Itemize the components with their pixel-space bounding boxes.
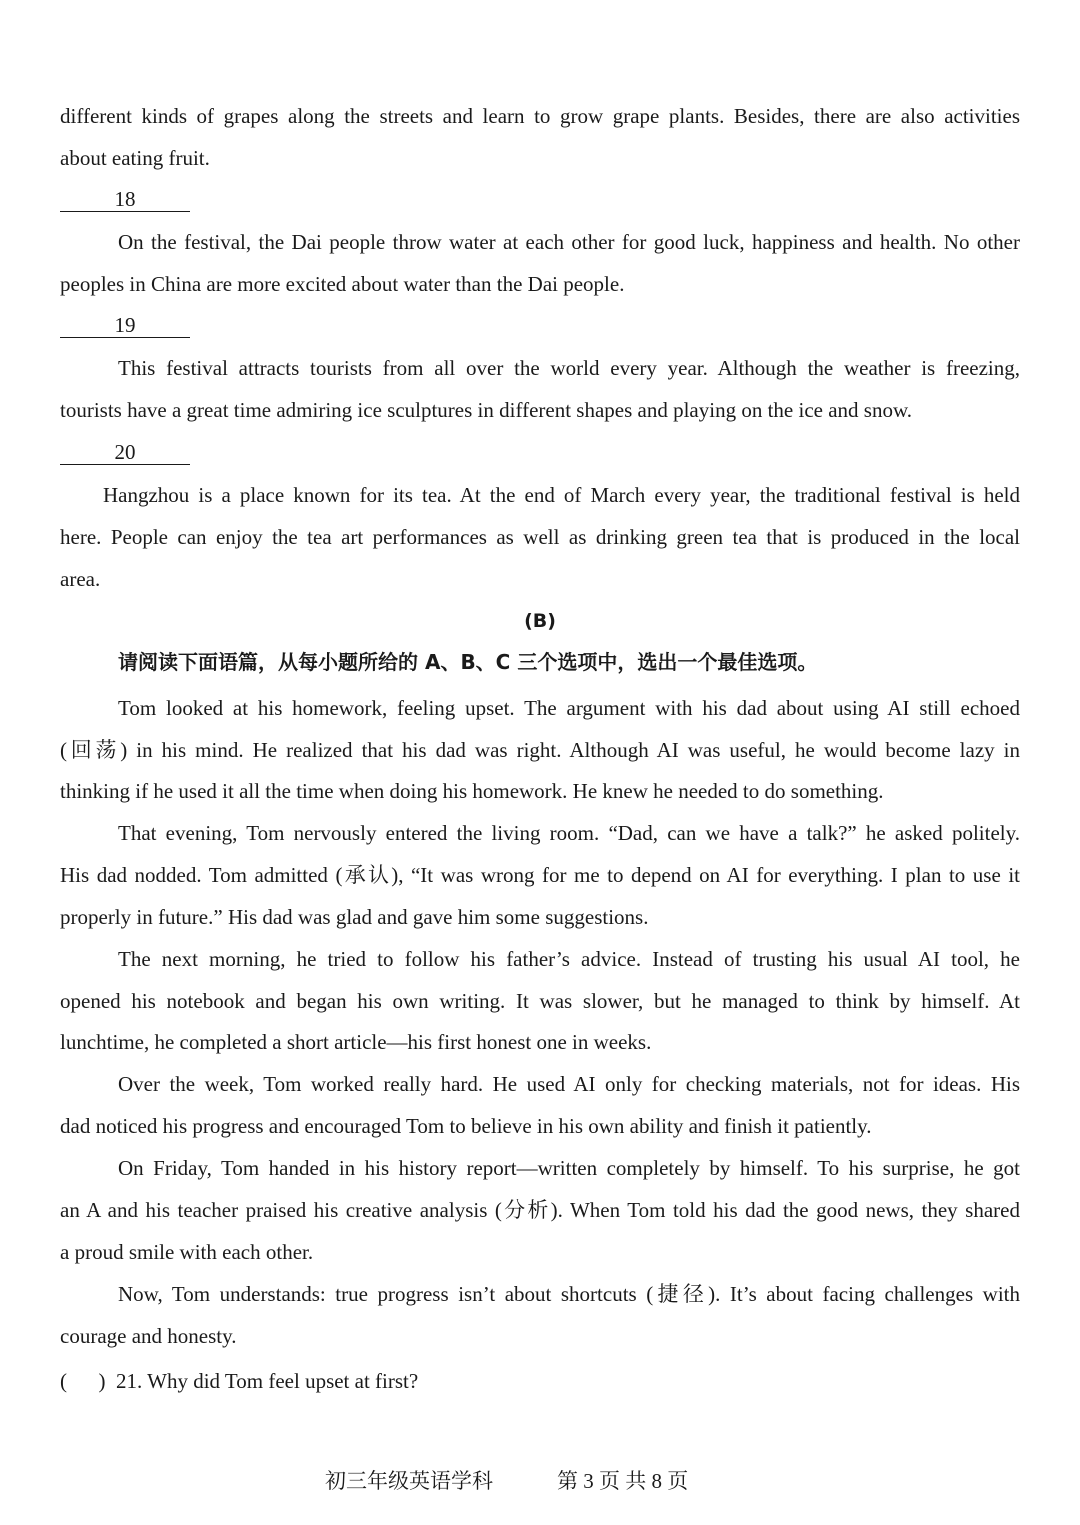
paragraph-line: opened his notebook and began his own writing. It was slower, but he managed to think by himself. At	[60, 989, 1020, 1013]
paragraph-line: His dad nodded. Tom admitted (承认), “It was wrong for me to depend on AI for everything. I plan to use it	[60, 863, 1020, 887]
paragraph-line: Hangzhou is a place known for its tea. At the end of March every year, the traditional festival is held	[103, 483, 1020, 507]
question-number: 21.	[116, 1369, 143, 1393]
footer-subject: 初三年级英语学科	[325, 1469, 493, 1493]
paragraph-line: That evening, Tom nervously entered the living room. “Dad, can we have a talk?” he asked politely.	[118, 821, 1020, 845]
paragraph-line: courage and honesty.	[60, 1324, 237, 1348]
question-21	[60, 1368, 1020, 1394]
paragraph-line: The next morning, he tried to follow his father’s advice. Instead of trusting his usual AI tool, he	[118, 947, 1020, 971]
paragraph-line: different kinds of grapes along the streets and learn to grow grape plants. Besides, there are also activities	[60, 104, 1020, 128]
paragraph-line: Now, Tom understands: true progress isn’t about shortcuts (捷径). It’s about facing challenges with	[118, 1282, 1020, 1306]
answer-parenthesis[interactable]: ( )	[60, 1369, 106, 1393]
paragraph-line: tourists have a great time admiring ice sculptures in different shapes and playing on the ice and snow.	[60, 398, 913, 422]
paragraph-line: (回荡) in his mind. He realized that his dad was right. Although AI was useful, he would become lazy in	[60, 738, 1020, 762]
paragraph-line: thinking if he used it all the time when doing his homework. He knew he needed to do something.	[60, 779, 884, 803]
paragraph-line: On Friday, Tom handed in his history report—written completely by himself. To his surprise, he got	[118, 1156, 1020, 1180]
answer-blank-19: 19	[60, 313, 190, 338]
paragraph-line: lunchtime, he completed a short article—his first honest one in weeks.	[60, 1030, 652, 1054]
answer-blank-18: 18	[60, 187, 190, 212]
paragraph-line: peoples in China are more excited about water than the Dai people.	[60, 272, 625, 296]
section-instruction: 请阅读下面语篇，从每小题所给的 A、B、C 三个选项中，选出一个最佳选项。	[118, 650, 818, 674]
paragraph-line: Over the week, Tom worked really hard. He used AI only for checking materials, not for ideas. His	[118, 1072, 1020, 1096]
paragraph-line: area.	[60, 567, 101, 591]
paragraph-line: Tom looked at his homework, feeling upset. The argument with his dad about using AI still echoed	[118, 696, 1020, 720]
paragraph-line: On the festival, the Dai people throw water at each other for good luck, happiness and health. No other	[118, 230, 1020, 254]
footer-page-info: 第 3 页 共 8 页	[557, 1469, 689, 1493]
paragraph-line: a proud smile with each other.	[60, 1240, 314, 1264]
section-title: (B)	[524, 610, 556, 632]
paragraph-line: This festival attracts tourists from all over the world every year. Although the weather is freezing,	[118, 356, 1020, 380]
paragraph-line: properly in future.” His dad was glad and gave him some suggestions.	[60, 905, 649, 929]
paragraph-line: an A and his teacher praised his creative analysis (分析). When Tom told his dad the good news, they shared	[60, 1198, 1020, 1222]
paragraph-line: about eating fruit.	[60, 146, 210, 170]
paragraph-line: here. People can enjoy the tea art performances as well as drinking green tea that is produced in the local	[60, 525, 1020, 549]
answer-blank-20: 20	[60, 440, 190, 465]
question-text: Why did Tom feel upset at first?	[147, 1369, 419, 1393]
paragraph-line: dad noticed his progress and encouraged Tom to believe in his own ability and finish it patiently.	[60, 1114, 872, 1138]
